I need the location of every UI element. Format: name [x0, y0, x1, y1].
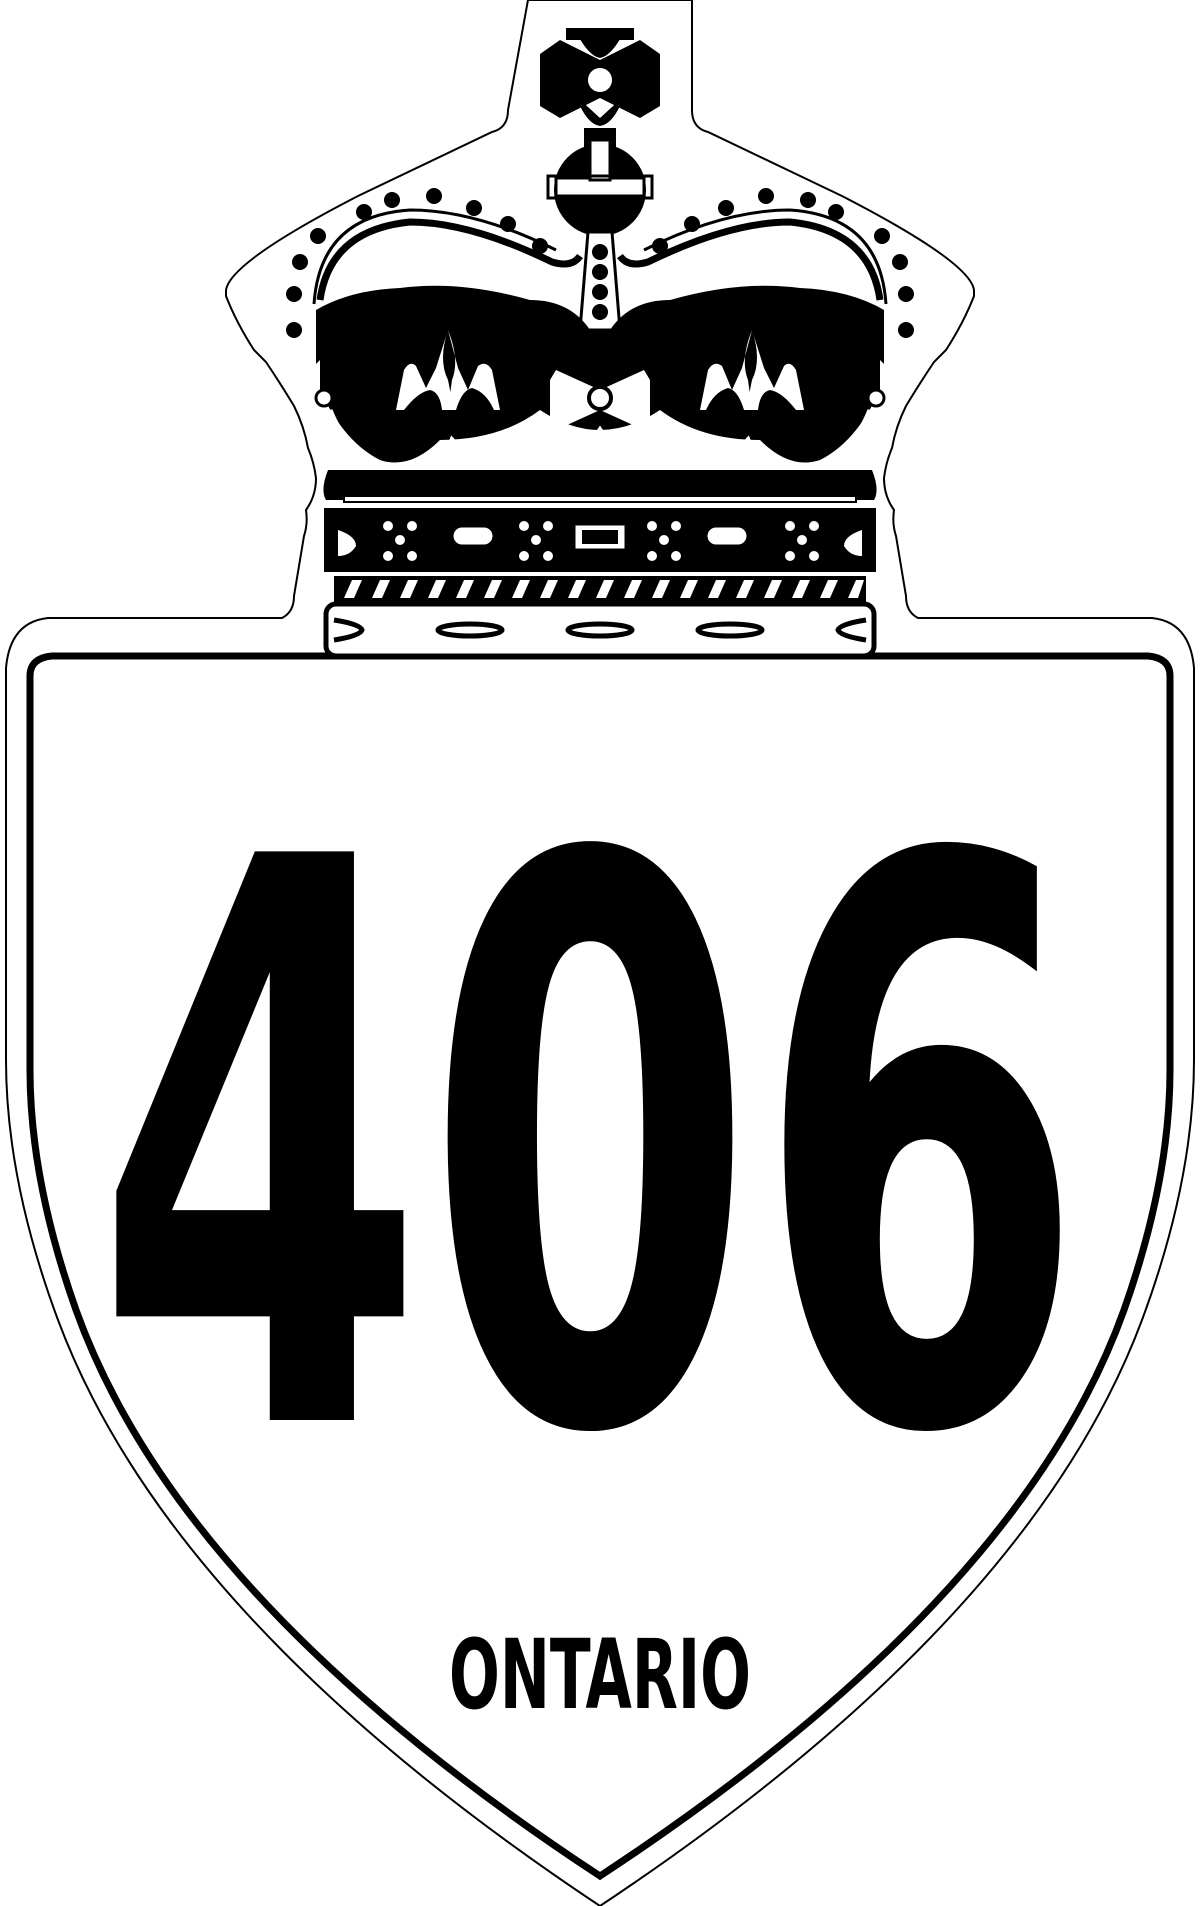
crown-icon — [286, 28, 914, 656]
route-number: 406 — [95, 696, 1085, 1604]
province-label: ONTARIO — [449, 1619, 751, 1731]
crown-band — [323, 470, 876, 656]
